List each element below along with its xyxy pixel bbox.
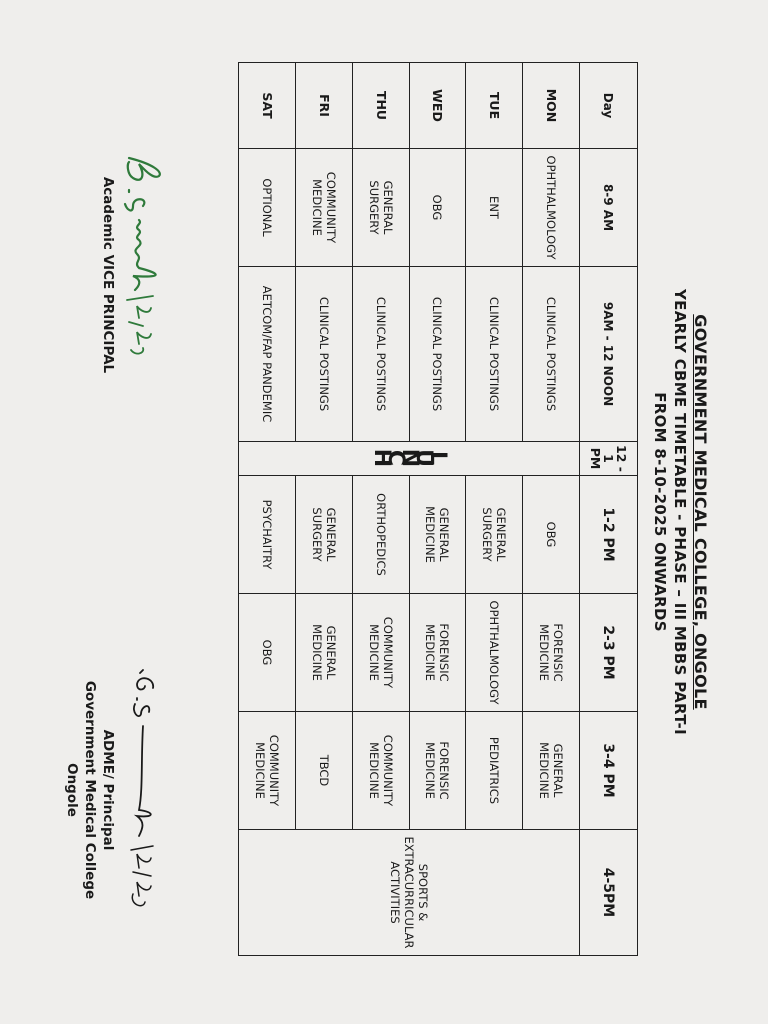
table-row-tue: [466, 63, 523, 956]
cell-8-9am: GENERAL SURGERY: [352, 149, 409, 267]
vice-principal-signature-block: [99, 150, 173, 400]
timetable-title: YEARLY CBME TIMETABLE - PHASE – III MBBS PART-I: [671, 289, 689, 735]
principal-title: ADME/ Principal: [100, 729, 116, 851]
column-header-1-2pm: 1-2 PM: [580, 476, 638, 594]
cell-3-4pm: COMMUNITY MEDICINE: [239, 712, 296, 830]
cell-1-2pm: GENERAL SURGERY: [466, 476, 523, 594]
cell-9am-12noon: AETCOM/FAP PANDEMIC: [239, 267, 296, 442]
cell-1-2pm: ORTHOPEDICS: [352, 476, 409, 594]
cell-2-3pm: FORENSIC MEDICINE: [409, 594, 466, 712]
cell-3-4pm: PEDIATRICS: [466, 712, 523, 830]
day-cell: WED: [409, 63, 466, 149]
cell-3-4pm: GENERAL MEDICINE: [523, 712, 580, 830]
cell-3-4pm: COMMUNITY MEDICINE: [352, 712, 409, 830]
day-cell: SAT: [239, 63, 296, 149]
day-cell: FRI: [295, 63, 352, 149]
effective-date: FROM 8-10-2025 ONWARDS: [651, 392, 669, 632]
column-header-3-4pm: 3-4 PM: [580, 712, 638, 830]
timetable: [238, 62, 638, 956]
table-row-thu: [352, 63, 409, 956]
lunch-break-cell: LUNCH: [239, 442, 580, 476]
column-header-12-1pm: 12 - 1 PM: [580, 442, 638, 476]
cell-2-3pm: OBG: [239, 594, 296, 712]
day-cell: THU: [352, 63, 409, 149]
column-header-8-9am: 8-9 AM: [580, 149, 638, 267]
cell-3-4pm: TBCD: [295, 712, 352, 830]
cell-1-2pm: GENERAL SURGERY: [295, 476, 352, 594]
college-location: Ongole: [64, 763, 80, 817]
cell-8-9am: OBG: [409, 149, 466, 267]
cell-2-3pm: GENERAL MEDICINE: [295, 594, 352, 712]
column-header-9am-12noon: 9AM - 12 NOON: [580, 267, 638, 442]
cell-2-3pm: COMMUNITY MEDICINE: [352, 594, 409, 712]
table-row-mon: [523, 63, 580, 956]
column-header-day: Day: [580, 63, 638, 149]
cell-8-9am: OPTIONAL: [239, 149, 296, 267]
cell-2-3pm: FORENSIC MEDICINE: [523, 594, 580, 712]
cell-9am-12noon: CLINICAL POSTINGS: [523, 267, 580, 442]
principal-signature-block: [63, 640, 173, 940]
cell-8-9am: COMMUNITY MEDICINE: [295, 149, 352, 267]
day-cell: MON: [523, 63, 580, 149]
handwritten-signature-black: [117, 640, 173, 940]
header-row: [580, 63, 638, 956]
cell-9am-12noon: CLINICAL POSTINGS: [409, 267, 466, 442]
sports-activities-cell: SPORTS & EXTRACURRICULAR ACTIVITIES: [239, 830, 580, 956]
cell-8-9am: ENT: [466, 149, 523, 267]
cell-1-2pm: PSYCHAITRY: [239, 476, 296, 594]
cell-1-2pm: GENERAL MEDICINE: [409, 476, 466, 594]
vice-principal-title: Academic VICE PRINCIPAL: [100, 176, 116, 374]
college-name: GOVERNMENT MEDICAL COLLEGE, ONGOLE: [691, 314, 710, 710]
college-name-signature: Government Medical College: [82, 680, 98, 900]
table-row-wed: [409, 63, 466, 956]
cell-9am-12noon: CLINICAL POSTINGS: [352, 267, 409, 442]
cell-8-9am: OPHTHALMOLOGY: [523, 149, 580, 267]
column-header-2-3pm: 2-3 PM: [580, 594, 638, 712]
table-row-sat: [239, 63, 296, 956]
cell-3-4pm: FORENSIC MEDICINE: [409, 712, 466, 830]
cell-2-3pm: OPHTHALMOLOGY: [466, 594, 523, 712]
document-header: [650, 0, 710, 1024]
cell-9am-12noon: CLINICAL POSTINGS: [295, 267, 352, 442]
handwritten-signature-green: [117, 150, 173, 400]
table-row-fri: [295, 63, 352, 956]
cell-1-2pm: OBG: [523, 476, 580, 594]
day-cell: TUE: [466, 63, 523, 149]
cell-9am-12noon: CLINICAL POSTINGS: [466, 267, 523, 442]
column-header-4-5pm: 4-5PM: [580, 830, 638, 956]
